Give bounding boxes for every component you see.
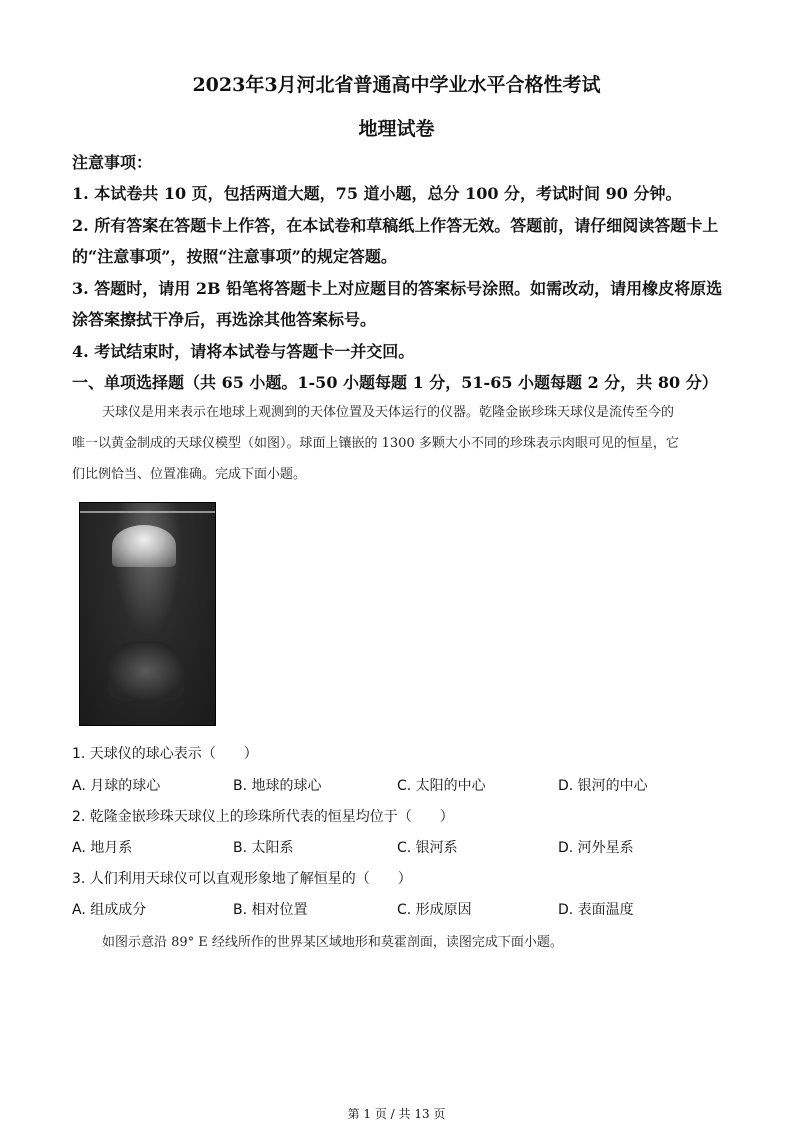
passage2-line: 如图示意沿 89° E 经线所作的世界某区域地形和莫霍剖面，读图完成下面小题。 [102, 935, 563, 950]
globe-dome [112, 525, 176, 567]
q2-option-d: D. 河外星系 [558, 840, 634, 856]
note-line-3: 的“注意事项”，按照“注意事项”的规定答题。 [72, 247, 397, 266]
question-2-stem: 2. 乾隆金嵌珍珠天球仪上的珍珠所代表的恒星均位于（ ） [72, 809, 454, 825]
q3-option-d: D. 表面温度 [558, 902, 634, 918]
photo-edge [80, 511, 215, 513]
q1-option-a: A. 月球的球心 [72, 778, 161, 794]
exam-title: 2023年3月河北省普通高中学业水平合格性考试 [192, 74, 601, 96]
note-line-6: 4. 考试结束时，请将本试卷与答题卡一并交回。 [72, 342, 415, 361]
question-3-stem: 3. 人们利用天球仪可以直观形象地了解恒星的（ ） [72, 871, 412, 887]
section-heading: 一、单项选择题（共 65 小题。1-50 小题每题 1 分，51-65 小题每题 2 分，共 80 分） [72, 373, 718, 392]
q2-option-a: A. 地月系 [72, 840, 133, 856]
page-footer: 第 1 页 / 共 13 页 [347, 1107, 446, 1121]
q1-option-c: C. 太阳的中心 [397, 778, 486, 794]
passage1-line-3: 们比例恰当、位置准确。完成下面小题。 [72, 467, 307, 482]
q3-option-a: A. 组成成分 [72, 902, 147, 918]
q3-option-b: B. 相对位置 [233, 902, 308, 918]
question-1-stem: 1. 天球仪的球心表示（ ） [72, 746, 258, 762]
q1-option-b: B. 地球的球心 [233, 778, 322, 794]
note-line-4: 3. 答题时，请用 2B 铅笔将答题卡上对应题目的答案标号涂照。如需改动，请用橡皮将原选 [72, 279, 723, 298]
q1-option-d: D. 银河的中心 [558, 778, 648, 794]
passage1-line-2: 唯一以黄金制成的天球仪模型（如图）。球面上镶嵌的 1300 多颗大小不同的珍珠表示肉眼可见的恒星，它 [72, 436, 679, 451]
note-line-1: 1. 本试卷共 10 页，包括两道大题，75 道小题，总分 100 分，考试时间 90 分钟。 [72, 184, 682, 203]
celestial-globe-photo [79, 502, 216, 726]
exam-subtitle: 地理试卷 [358, 118, 435, 140]
note-line-2: 2. 所有答案在答题卡上作答，在本试卷和草稿纸上作答无效。答题前，请仔细阅读答题卡上 [72, 216, 719, 235]
notes-heading: 注意事项： [72, 153, 153, 172]
passage1-line-1: 天球仪是用来表示在地球上观测到的天体位置及天体运行的仪器。乾隆金嵌珍珠天球仪是流传至今的 [102, 405, 675, 420]
note-line-5: 涂答案擦拭干净后，再选涂其他答案标号。 [72, 310, 377, 329]
q2-option-c: C. 银河系 [397, 840, 458, 856]
globe-base [108, 641, 184, 701]
q3-option-c: C. 形成原因 [397, 902, 472, 918]
q2-option-b: B. 太阳系 [233, 840, 294, 856]
